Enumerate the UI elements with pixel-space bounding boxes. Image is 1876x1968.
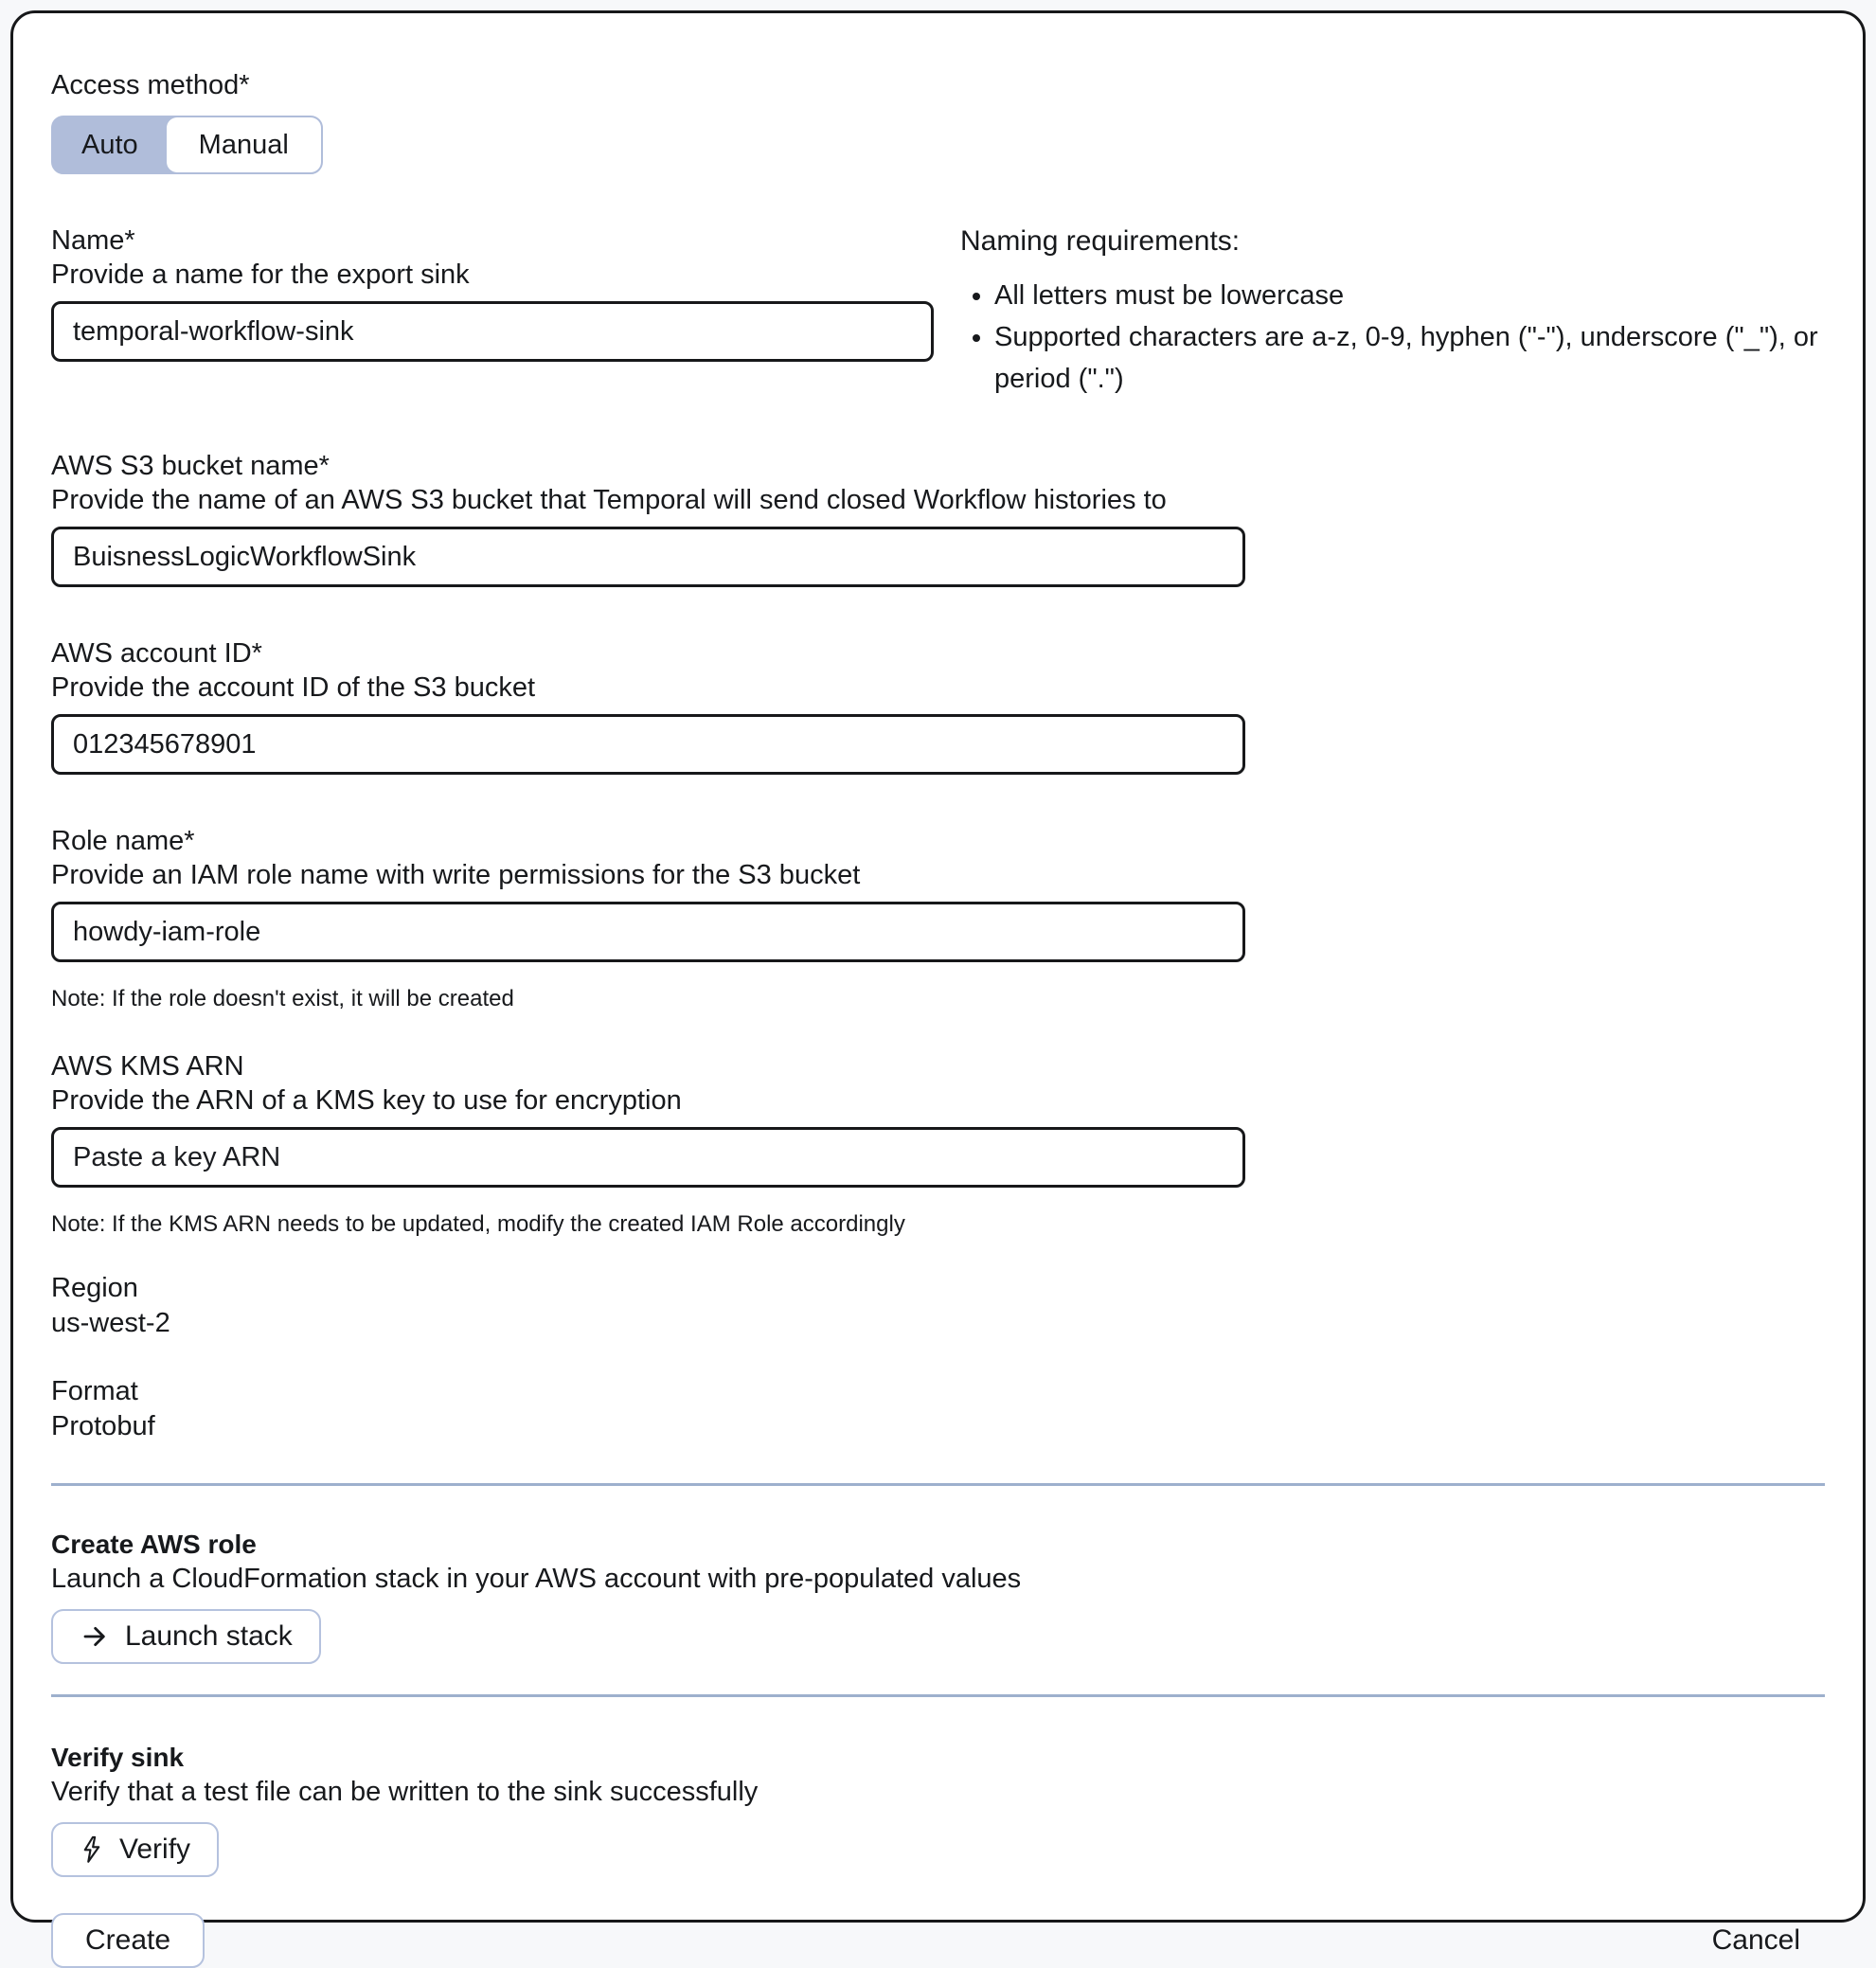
verify-sink-title: Verify sink xyxy=(51,1743,185,1772)
naming-requirement-item: • All letters must be lowercase xyxy=(994,275,1846,316)
divider xyxy=(51,1483,1825,1486)
toggle-option-auto[interactable]: Auto xyxy=(81,129,138,160)
naming-requirements-list xyxy=(960,275,1846,400)
verify-label: Verify xyxy=(119,1834,191,1865)
name-description: Provide a name for the export sink xyxy=(51,259,470,290)
kms-arn-input[interactable] xyxy=(51,1127,1245,1188)
s3-bucket-input[interactable] xyxy=(51,527,1245,587)
verify-sink-description: Verify that a test file can be written to the sink successfully xyxy=(51,1777,759,1807)
arrow-right-icon xyxy=(80,1621,110,1652)
format-label: Format xyxy=(51,1376,138,1406)
naming-requirements-title: Naming requirements: xyxy=(960,225,1241,257)
launch-stack-button[interactable] xyxy=(51,1609,321,1664)
access-method-label: Access method* xyxy=(51,70,250,100)
create-role-title: Create AWS role xyxy=(51,1530,257,1559)
account-id-description: Provide the account ID of the S3 bucket xyxy=(51,672,536,703)
cancel-button[interactable]: Cancel xyxy=(1711,1924,1800,1956)
role-name-note: Note: If the role doesn't exist, it will be created xyxy=(51,986,514,1011)
kms-arn-description: Provide the ARN of a KMS key to use for encryption xyxy=(51,1085,682,1116)
account-id-label: AWS account ID* xyxy=(51,638,262,669)
role-name-label: Role name* xyxy=(51,826,195,856)
verify-button[interactable] xyxy=(51,1822,219,1877)
create-role-description: Launch a CloudFormation stack in your AWS account with pre-populated values xyxy=(51,1564,1022,1594)
account-id-input[interactable] xyxy=(51,714,1245,775)
naming-requirement-item: • Supported characters are a-z, 0-9, hyphen ("-"), underscore ("_"), or period (".") xyxy=(994,316,1846,400)
toggle-option-manual[interactable]: Manual xyxy=(167,117,321,172)
region-label: Region xyxy=(51,1273,138,1303)
name-label: Name* xyxy=(51,225,135,256)
create-button[interactable]: Create xyxy=(51,1913,205,1968)
lightning-icon xyxy=(80,1835,104,1864)
export-sink-form-panel xyxy=(10,10,1866,1956)
launch-stack-label: Launch stack xyxy=(125,1620,293,1652)
role-name-description: Provide an IAM role name with write permissions for the S3 bucket xyxy=(51,860,861,890)
region-value: us-west-2 xyxy=(51,1308,170,1338)
name-input[interactable] xyxy=(51,301,934,362)
divider xyxy=(51,1694,1825,1697)
kms-arn-label: AWS KMS ARN xyxy=(51,1051,244,1082)
access-method-toggle xyxy=(51,116,323,174)
kms-arn-note: Note: If the KMS ARN needs to be updated, modify the created IAM Role accordingly xyxy=(51,1211,905,1237)
s3-bucket-description: Provide the name of an AWS S3 bucket that Temporal will send closed Workflow histories to xyxy=(51,485,1167,515)
format-value: Protobuf xyxy=(51,1411,155,1441)
role-name-input[interactable] xyxy=(51,902,1245,962)
s3-bucket-label: AWS S3 bucket name* xyxy=(51,451,330,481)
